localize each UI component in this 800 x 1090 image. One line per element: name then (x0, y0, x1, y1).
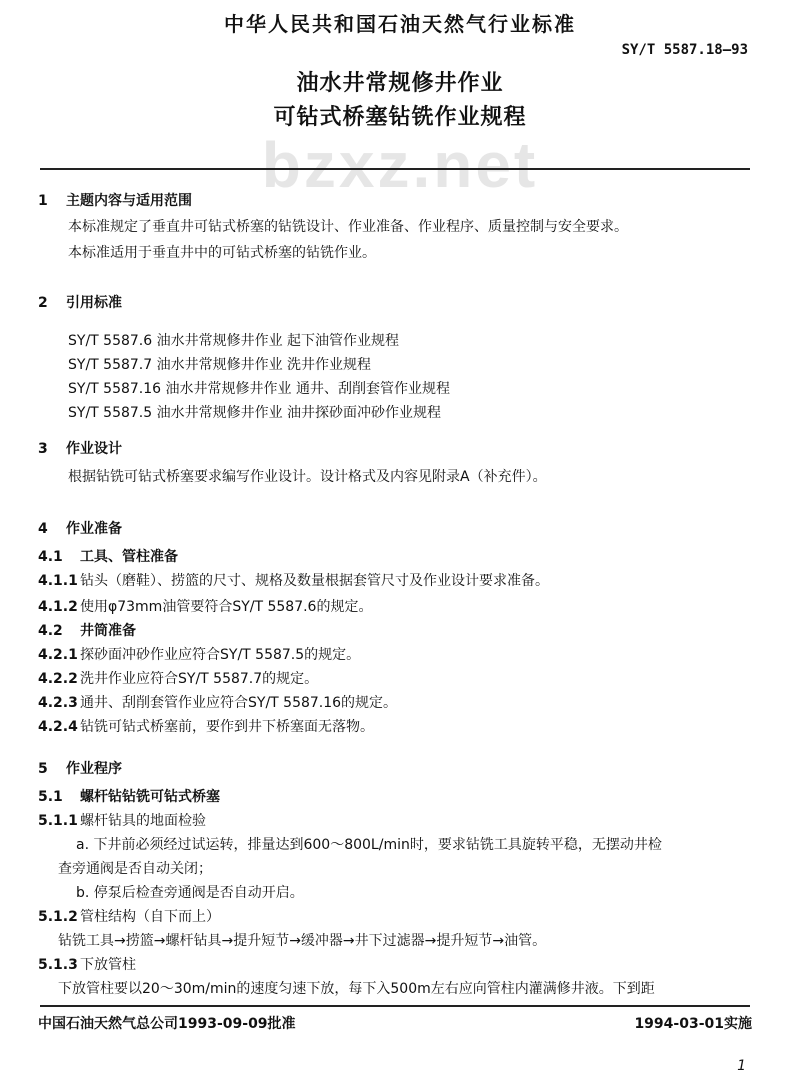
subsection-4-2-title: 井筒准备 (80, 623, 136, 639)
reference-item: SY/T 5587.5 油水井常规修井作业 油井探砂面冲砂作业规程 (68, 405, 442, 421)
subsection-4-2-heading (38, 620, 136, 640)
clause-number: 4.2.3 (38, 695, 78, 711)
subsection-5-1-number: 5.1 (38, 789, 63, 805)
clause-text: 探砂面冲砂作业应符合SY/T 5587.5的规定。 (80, 647, 361, 663)
clause-text: 洗井作业应符合SY/T 5587.7的规定。 (80, 671, 319, 687)
standard-code: SY/T 5587.18—93 (621, 42, 748, 58)
section-2-heading (38, 292, 122, 312)
clause-4-2-3 (38, 692, 397, 712)
footer-divider (40, 1005, 750, 1007)
reference-item: SY/T 5587.7 油水井常规修井作业 洗井作业规程 (68, 357, 372, 373)
reference-item: SY/T 5587.6 油水井常规修井作业 起下油管作业规程 (68, 333, 400, 349)
section-5-heading (38, 758, 122, 778)
clause-text: 通井、刮削套管作业应符合SY/T 5587.16的规定。 (80, 695, 398, 711)
section-4-heading (38, 518, 122, 538)
clause-number: 4.2.4 (38, 719, 78, 735)
section-5-number: 5 (38, 761, 48, 777)
clause-text: 钻头（磨鞋）、捞篮的尺寸、规格及数量根据套管尺寸及作业设计要求准备。 (80, 573, 549, 589)
clause-5-1-3 (38, 954, 136, 974)
section-3-number: 3 (38, 441, 48, 457)
clause-5-1-1 (38, 810, 206, 830)
clause-number: 4.2.1 (38, 647, 78, 663)
section-3-heading (38, 438, 122, 458)
clause-number: 5.1.3 (38, 957, 78, 973)
section-2-number: 2 (38, 295, 48, 311)
header-divider (40, 168, 750, 170)
document-title-line-2: 可钻式桥塞钻铣作业规程 (273, 105, 527, 130)
page-number: 1 (737, 1058, 746, 1074)
issuing-authority-title: 中华人民共和国石油天然气行业标准 (224, 12, 576, 36)
section-4-title: 作业准备 (66, 521, 122, 537)
section-2-title: 引用标准 (66, 295, 122, 311)
subsection-5-1-title: 螺杆钻钻铣可钻式桥塞 (80, 789, 220, 805)
clause-4-1-2 (38, 596, 372, 616)
clause-4-1-1 (38, 570, 549, 590)
clause-number: 4.1.2 (38, 599, 78, 615)
clause-4-2-1 (38, 644, 360, 664)
clause-number: 5.1.1 (38, 813, 78, 829)
item-b: b. 停泵后检查旁通阀是否自动开启。 (76, 885, 304, 901)
section-5-title: 作业程序 (66, 761, 122, 777)
clause-4-2-4 (38, 716, 374, 736)
item-a-line-2: 查旁通阀是否自动关闭； (58, 861, 212, 877)
clause-4-2-2 (38, 668, 318, 688)
section-3-paragraph: 根据钻铣可钻式桥塞要求编写作业设计。设计格式及内容见附录A（补充件）。 (68, 469, 547, 485)
subsection-5-1-heading (38, 786, 220, 806)
clause-number: 4.2.2 (38, 671, 78, 687)
section-1-heading (38, 190, 192, 210)
watermark: bzxz.net (261, 129, 539, 201)
document-title-line-1: 油水井常规修井作业 (296, 71, 504, 96)
string-structure-chain: 钻铣工具→捞篮→螺杆钻具→提升短节→缓冲器→井下过滤器→提升短节→油管。 (58, 933, 547, 949)
clause-5-1-2 (38, 906, 220, 926)
clause-text: 下放管柱 (80, 957, 136, 973)
reference-item: SY/T 5587.16 油水井常规修井作业 通井、刮削套管作业规程 (68, 381, 450, 397)
subsection-4-1-title: 工具、管柱准备 (80, 549, 178, 565)
approval-statement: 中国石油天然气总公司1993-09-09批准 (38, 1016, 296, 1032)
section-1-number: 1 (38, 193, 48, 209)
running-string-paragraph: 下放管柱要以20～30m/min的速度匀速下放，每下入500m左右应向管柱内灌满修井液。下到距 (58, 981, 655, 997)
section-4-number: 4 (38, 521, 48, 537)
clause-number: 5.1.2 (38, 909, 78, 925)
subsection-4-1-number: 4.1 (38, 549, 63, 565)
clause-text: 使用φ73mm油管要符合SY/T 5587.6的规定。 (80, 599, 373, 615)
clause-text: 钻铣可钻式桥塞前，要作到井下桥塞面无落物。 (80, 719, 374, 735)
subsection-4-2-number: 4.2 (38, 623, 63, 639)
item-a-line-1: a. 下井前必须经过试运转，排量达到600～800L/min时，要求钻铣工具旋转平稳，无摆动井检 (76, 837, 662, 853)
section-3-title: 作业设计 (66, 441, 122, 457)
implementation-date: 1994-03-01实施 (634, 1016, 752, 1032)
clause-text: 螺杆钻具的地面检验 (80, 813, 206, 829)
section-1-title: 主题内容与适用范围 (66, 193, 192, 209)
clause-text: 管柱结构（自下而上） (80, 909, 220, 925)
clause-number: 4.1.1 (38, 573, 78, 589)
section-1-paragraph-1: 本标准规定了垂直井可钻式桥塞的钻铣设计、作业准备、作业程序、质量控制与安全要求。 (68, 219, 628, 235)
section-1-paragraph-2: 本标准适用于垂直井中的可钻式桥塞的钻铣作业。 (68, 245, 376, 261)
subsection-4-1-heading (38, 546, 178, 566)
